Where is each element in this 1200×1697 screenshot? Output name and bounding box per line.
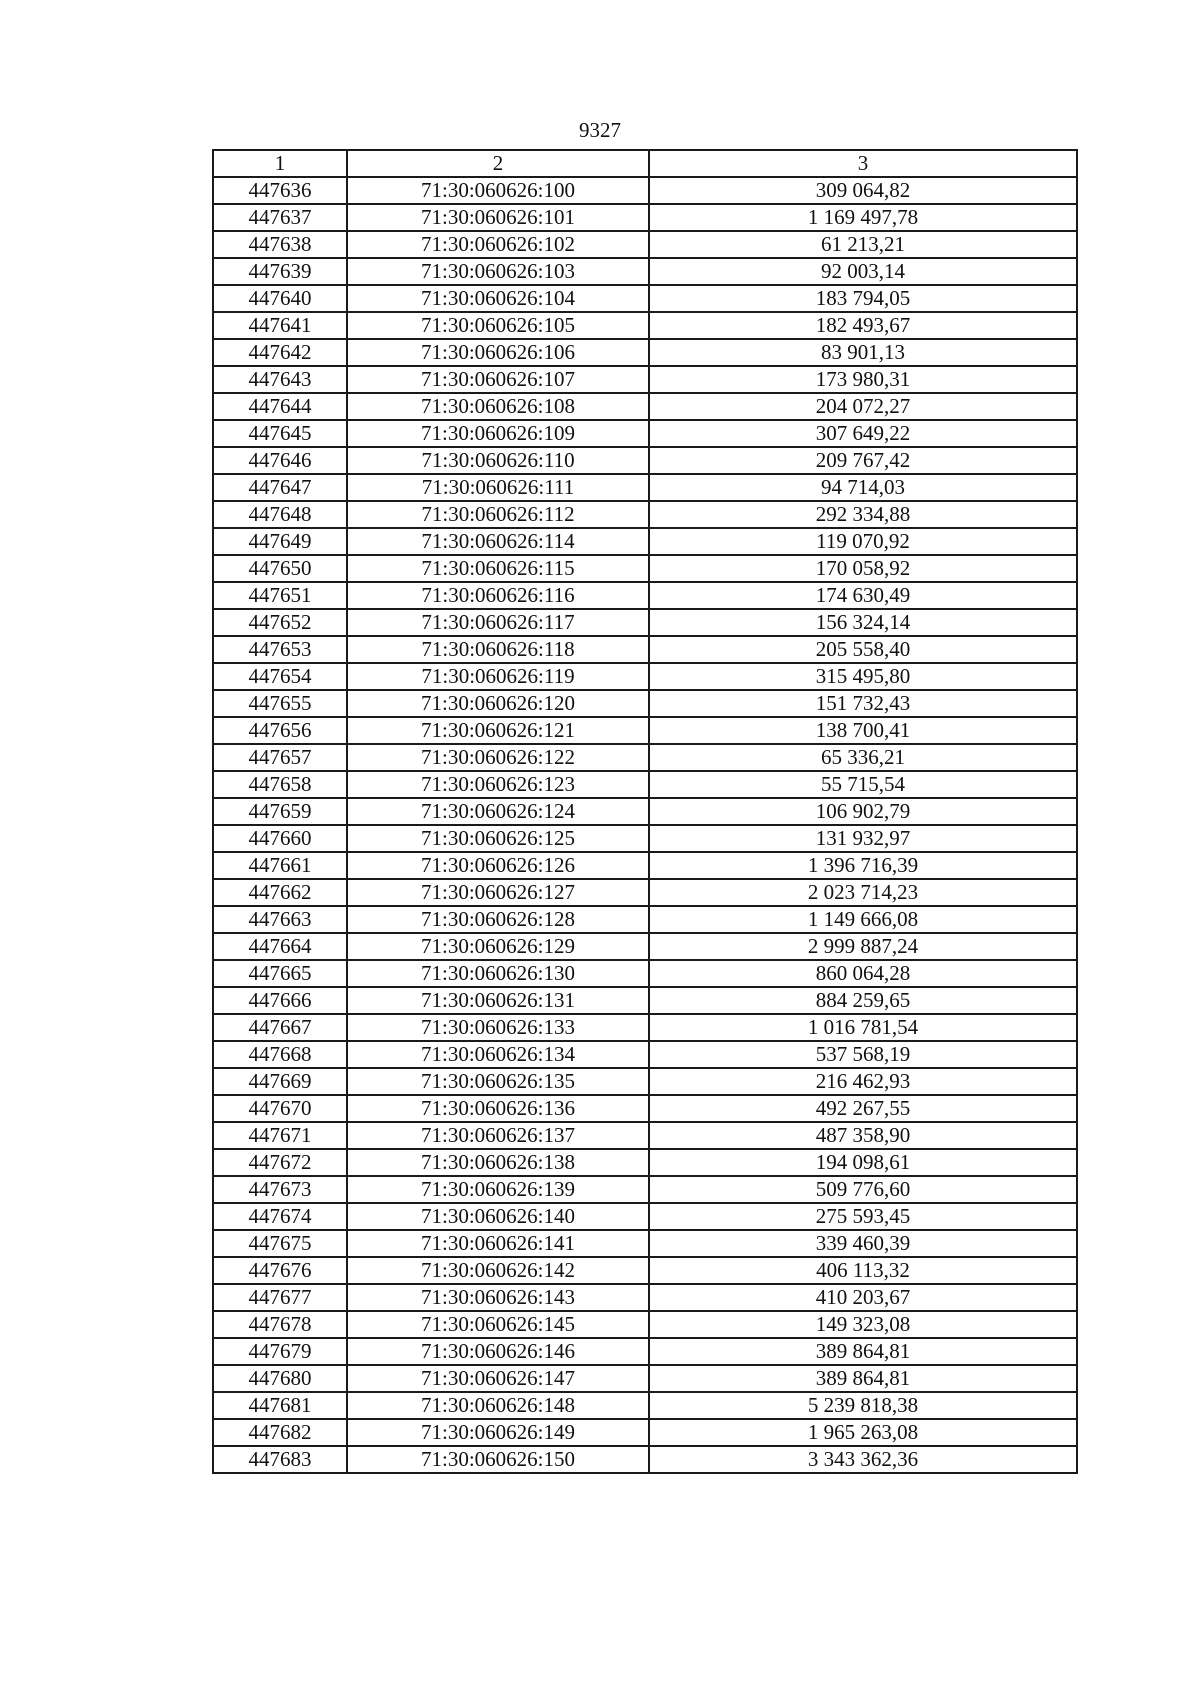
row-number-cell: 447640 [213, 285, 347, 312]
row-number-cell: 447681 [213, 1392, 347, 1419]
row-number-cell: 447639 [213, 258, 347, 285]
table-row [213, 960, 1077, 987]
value-cell: 2 023 714,23 [649, 879, 1077, 906]
value-cell: 55 715,54 [649, 771, 1077, 798]
cadastral-number-cell: 71:30:060626:117 [347, 609, 649, 636]
cadastral-number-cell: 71:30:060626:109 [347, 420, 649, 447]
table-row [213, 1392, 1077, 1419]
value-cell: 1 965 263,08 [649, 1419, 1077, 1446]
table-row [213, 474, 1077, 501]
cadastral-number-cell: 71:30:060626:101 [347, 204, 649, 231]
cadastral-number-cell: 71:30:060626:126 [347, 852, 649, 879]
cadastral-number-cell: 71:30:060626:102 [347, 231, 649, 258]
table-row [213, 825, 1077, 852]
cadastral-number-cell: 71:30:060626:123 [347, 771, 649, 798]
value-cell: 410 203,67 [649, 1284, 1077, 1311]
cadastral-number-cell: 71:30:060626:128 [347, 906, 649, 933]
cadastral-number-cell: 71:30:060626:114 [347, 528, 649, 555]
cadastral-number-cell: 71:30:060626:103 [347, 258, 649, 285]
row-number-cell: 447636 [213, 177, 347, 204]
cadastral-number-cell: 71:30:060626:134 [347, 1041, 649, 1068]
table-row [213, 420, 1077, 447]
value-cell: 509 776,60 [649, 1176, 1077, 1203]
cadastral-number-cell: 71:30:060626:148 [347, 1392, 649, 1419]
row-number-cell: 447668 [213, 1041, 347, 1068]
table-row [213, 1365, 1077, 1392]
row-number-cell: 447638 [213, 231, 347, 258]
value-cell: 292 334,88 [649, 501, 1077, 528]
value-cell: 151 732,43 [649, 690, 1077, 717]
value-cell: 204 072,27 [649, 393, 1077, 420]
cadastral-number-cell: 71:30:060626:116 [347, 582, 649, 609]
value-cell: 487 358,90 [649, 1122, 1077, 1149]
table-row [213, 1014, 1077, 1041]
value-cell: 1 016 781,54 [649, 1014, 1077, 1041]
row-number-cell: 447663 [213, 906, 347, 933]
cadastral-number-cell: 71:30:060626:122 [347, 744, 649, 771]
table-row [213, 1095, 1077, 1122]
value-cell: 174 630,49 [649, 582, 1077, 609]
value-cell: 860 064,28 [649, 960, 1077, 987]
cadastral-number-cell: 71:30:060626:107 [347, 366, 649, 393]
row-number-cell: 447643 [213, 366, 347, 393]
row-number-cell: 447677 [213, 1284, 347, 1311]
table-row [213, 690, 1077, 717]
value-cell: 339 460,39 [649, 1230, 1077, 1257]
table-row [213, 1311, 1077, 1338]
cadastral-number-cell: 71:30:060626:119 [347, 663, 649, 690]
cadastral-number-cell: 71:30:060626:131 [347, 987, 649, 1014]
row-number-cell: 447659 [213, 798, 347, 825]
cadastral-number-cell: 71:30:060626:125 [347, 825, 649, 852]
header-row [213, 150, 1077, 177]
value-cell: 156 324,14 [649, 609, 1077, 636]
column-header-2: 2 [347, 150, 649, 177]
cadastral-number-cell: 71:30:060626:145 [347, 1311, 649, 1338]
value-cell: 182 493,67 [649, 312, 1077, 339]
table-row [213, 582, 1077, 609]
row-number-cell: 447676 [213, 1257, 347, 1284]
table-row [213, 1284, 1077, 1311]
row-number-cell: 447647 [213, 474, 347, 501]
table-row [213, 1338, 1077, 1365]
table-row [213, 879, 1077, 906]
registry-table [212, 149, 1078, 1474]
cadastral-number-cell: 71:30:060626:112 [347, 501, 649, 528]
value-cell: 492 267,55 [649, 1095, 1077, 1122]
row-number-cell: 447670 [213, 1095, 347, 1122]
cadastral-number-cell: 71:30:060626:108 [347, 393, 649, 420]
row-number-cell: 447682 [213, 1419, 347, 1446]
table-row [213, 177, 1077, 204]
value-cell: 5 239 818,38 [649, 1392, 1077, 1419]
table-row [213, 339, 1077, 366]
value-cell: 2 999 887,24 [649, 933, 1077, 960]
table-row [213, 447, 1077, 474]
row-number-cell: 447673 [213, 1176, 347, 1203]
row-number-cell: 447653 [213, 636, 347, 663]
table-row [213, 771, 1077, 798]
row-number-cell: 447641 [213, 312, 347, 339]
table-row [213, 1149, 1077, 1176]
row-number-cell: 447648 [213, 501, 347, 528]
cadastral-number-cell: 71:30:060626:111 [347, 474, 649, 501]
table-row [213, 366, 1077, 393]
table-row [213, 933, 1077, 960]
row-number-cell: 447667 [213, 1014, 347, 1041]
cadastral-number-cell: 71:30:060626:147 [347, 1365, 649, 1392]
row-number-cell: 447671 [213, 1122, 347, 1149]
row-number-cell: 447651 [213, 582, 347, 609]
row-number-cell: 447674 [213, 1203, 347, 1230]
value-cell: 216 462,93 [649, 1068, 1077, 1095]
value-cell: 149 323,08 [649, 1311, 1077, 1338]
cadastral-number-cell: 71:30:060626:135 [347, 1068, 649, 1095]
value-cell: 307 649,22 [649, 420, 1077, 447]
table-row [213, 285, 1077, 312]
table-row [213, 906, 1077, 933]
value-cell: 1 169 497,78 [649, 204, 1077, 231]
row-number-cell: 447644 [213, 393, 347, 420]
table-row [213, 987, 1077, 1014]
cadastral-number-cell: 71:30:060626:110 [347, 447, 649, 474]
table-row [213, 744, 1077, 771]
cadastral-number-cell: 71:30:060626:133 [347, 1014, 649, 1041]
cadastral-number-cell: 71:30:060626:146 [347, 1338, 649, 1365]
table-row [213, 717, 1077, 744]
value-cell: 3 343 362,36 [649, 1446, 1077, 1473]
cadastral-number-cell: 71:30:060626:143 [347, 1284, 649, 1311]
row-number-cell: 447661 [213, 852, 347, 879]
row-number-cell: 447678 [213, 1311, 347, 1338]
value-cell: 389 864,81 [649, 1365, 1077, 1392]
value-cell: 537 568,19 [649, 1041, 1077, 1068]
value-cell: 106 902,79 [649, 798, 1077, 825]
cadastral-number-cell: 71:30:060626:104 [347, 285, 649, 312]
cadastral-number-cell: 71:30:060626:124 [347, 798, 649, 825]
row-number-cell: 447642 [213, 339, 347, 366]
value-cell: 275 593,45 [649, 1203, 1077, 1230]
cadastral-number-cell: 71:30:060626:129 [347, 933, 649, 960]
table-row [213, 609, 1077, 636]
cadastral-number-cell: 71:30:060626:118 [347, 636, 649, 663]
cadastral-number-cell: 71:30:060626:136 [347, 1095, 649, 1122]
table-row [213, 1446, 1077, 1473]
value-cell: 209 767,42 [649, 447, 1077, 474]
value-cell: 205 558,40 [649, 636, 1077, 663]
table-row [213, 852, 1077, 879]
row-number-cell: 447675 [213, 1230, 347, 1257]
value-cell: 884 259,65 [649, 987, 1077, 1014]
value-cell: 65 336,21 [649, 744, 1077, 771]
table-row [213, 636, 1077, 663]
table-row [213, 1419, 1077, 1446]
value-cell: 389 864,81 [649, 1338, 1077, 1365]
value-cell: 94 714,03 [649, 474, 1077, 501]
row-number-cell: 447665 [213, 960, 347, 987]
row-number-cell: 447672 [213, 1149, 347, 1176]
cadastral-number-cell: 71:30:060626:105 [347, 312, 649, 339]
table-row [213, 663, 1077, 690]
value-cell: 309 064,82 [649, 177, 1077, 204]
row-number-cell: 447662 [213, 879, 347, 906]
table-row [213, 231, 1077, 258]
cadastral-number-cell: 71:30:060626:106 [347, 339, 649, 366]
row-number-cell: 447666 [213, 987, 347, 1014]
row-number-cell: 447680 [213, 1365, 347, 1392]
cadastral-number-cell: 71:30:060626:121 [347, 717, 649, 744]
table-row [213, 258, 1077, 285]
row-number-cell: 447656 [213, 717, 347, 744]
row-number-cell: 447649 [213, 528, 347, 555]
value-cell: 138 700,41 [649, 717, 1077, 744]
value-cell: 92 003,14 [649, 258, 1077, 285]
column-header-1: 1 [213, 150, 347, 177]
row-number-cell: 447650 [213, 555, 347, 582]
value-cell: 119 070,92 [649, 528, 1077, 555]
cadastral-number-cell: 71:30:060626:139 [347, 1176, 649, 1203]
row-number-cell: 447683 [213, 1446, 347, 1473]
page-number: 9327 [579, 118, 621, 142]
value-cell: 1 149 666,08 [649, 906, 1077, 933]
cadastral-number-cell: 71:30:060626:100 [347, 177, 649, 204]
row-number-cell: 447669 [213, 1068, 347, 1095]
value-cell: 315 495,80 [649, 663, 1077, 690]
row-number-cell: 447664 [213, 933, 347, 960]
row-number-cell: 447679 [213, 1338, 347, 1365]
table-row [213, 393, 1077, 420]
table-row [213, 555, 1077, 582]
cadastral-number-cell: 71:30:060626:137 [347, 1122, 649, 1149]
value-cell: 61 213,21 [649, 231, 1077, 258]
table-row [213, 1230, 1077, 1257]
cadastral-number-cell: 71:30:060626:141 [347, 1230, 649, 1257]
value-cell: 183 794,05 [649, 285, 1077, 312]
table-row [213, 204, 1077, 231]
cadastral-number-cell: 71:30:060626:130 [347, 960, 649, 987]
table-row [213, 312, 1077, 339]
value-cell: 406 113,32 [649, 1257, 1077, 1284]
table-row [213, 1257, 1077, 1284]
cadastral-number-cell: 71:30:060626:142 [347, 1257, 649, 1284]
cadastral-number-cell: 71:30:060626:149 [347, 1419, 649, 1446]
cadastral-number-cell: 71:30:060626:115 [347, 555, 649, 582]
table-row [213, 1068, 1077, 1095]
cadastral-number-cell: 71:30:060626:120 [347, 690, 649, 717]
row-number-cell: 447657 [213, 744, 347, 771]
row-number-cell: 447655 [213, 690, 347, 717]
value-cell: 170 058,92 [649, 555, 1077, 582]
cadastral-number-cell: 71:30:060626:150 [347, 1446, 649, 1473]
row-number-cell: 447654 [213, 663, 347, 690]
row-number-cell: 447637 [213, 204, 347, 231]
row-number-cell: 447646 [213, 447, 347, 474]
table-row [213, 528, 1077, 555]
table-row [213, 1176, 1077, 1203]
cadastral-number-cell: 71:30:060626:138 [347, 1149, 649, 1176]
row-number-cell: 447652 [213, 609, 347, 636]
table-row [213, 1041, 1077, 1068]
value-cell: 194 098,61 [649, 1149, 1077, 1176]
table-body [213, 177, 1077, 1473]
cadastral-number-cell: 71:30:060626:140 [347, 1203, 649, 1230]
value-cell: 83 901,13 [649, 339, 1077, 366]
column-header-3: 3 [649, 150, 1077, 177]
value-cell: 1 396 716,39 [649, 852, 1077, 879]
table-row [213, 1203, 1077, 1230]
cadastral-number-cell: 71:30:060626:127 [347, 879, 649, 906]
table-row [213, 501, 1077, 528]
value-cell: 131 932,97 [649, 825, 1077, 852]
table-row [213, 1122, 1077, 1149]
row-number-cell: 447658 [213, 771, 347, 798]
value-cell: 173 980,31 [649, 366, 1077, 393]
table-row [213, 798, 1077, 825]
row-number-cell: 447645 [213, 420, 347, 447]
row-number-cell: 447660 [213, 825, 347, 852]
